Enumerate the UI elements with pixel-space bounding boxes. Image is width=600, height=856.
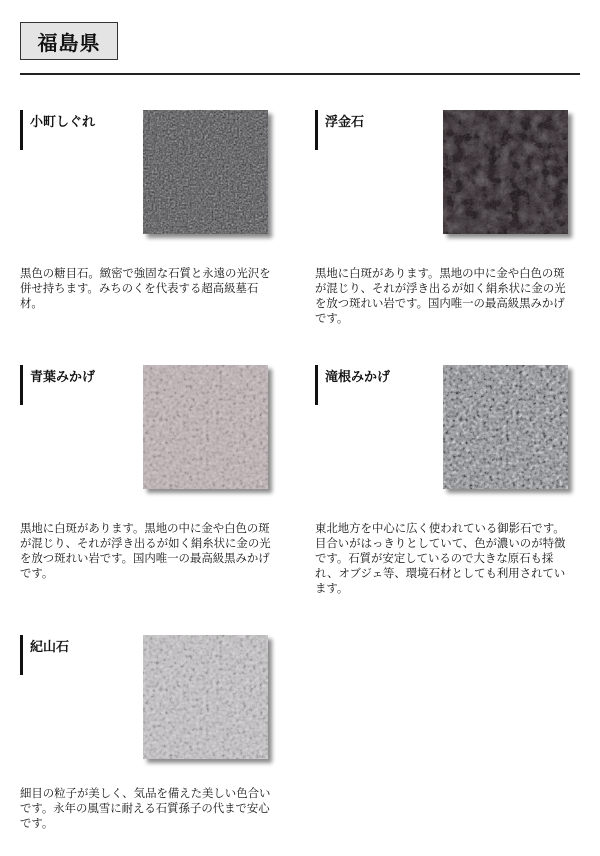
stone-description: 黒色の糖目石。緻密で強固な石質と永遠の光沢を併せ持ちます。みちのくを代表する超高級墓石材。 <box>20 266 271 310</box>
stone-description: 東北地方を中心に広く使われている御影石です。目合いがはっきりとしていて、色が濃いのが特徴です。石質が安定しているので大きな原石も採れ、オブジェ等、環境石材としても利用されています。 <box>315 521 566 595</box>
heading-accent-bar <box>20 365 23 405</box>
stone-card-takine-mikage <box>315 365 585 600</box>
stone-name: 滝根みかげ <box>325 370 391 385</box>
stone-sample-image <box>143 110 268 234</box>
page-title: 福島県 <box>37 30 101 55</box>
prefecture-title-box <box>20 22 118 60</box>
stone-sample-image <box>443 365 568 489</box>
stone-sample-image <box>443 110 568 234</box>
stone-description: 黒地に白斑があります。黒地の中に金や白色の斑が混じり、それが浮き出るが如く絹糸状に金の光を放つ斑れい岩です。国内唯一の最高級黒みかげです。 <box>20 521 271 580</box>
heading-accent-bar <box>315 110 318 150</box>
stone-sample-image <box>143 365 268 489</box>
header-divider <box>20 73 580 75</box>
stone-card-ukigane-ishi <box>315 110 585 325</box>
stone-card-aoba-mikage <box>20 365 290 585</box>
stone-card-komachi-shigure <box>20 110 290 325</box>
stone-name: 青葉みかげ <box>30 370 96 385</box>
stone-card-kizan-ishi <box>20 635 290 835</box>
stone-description: 黒地に白斑があります。黒地の中に金や白色の斑が混じり、それが浮き出るが如く絹糸状に金の光を放つ斑れい岩です。国内唯一の最高級黒みかげです。 <box>315 266 566 325</box>
stone-description: 細目の粒子が美しく、気品を備えた美しい色合いです。永年の風雪に耐える石質孫子の代まで安心です。 <box>20 786 271 830</box>
stone-name: 小町しぐれ <box>30 115 96 130</box>
heading-accent-bar <box>315 365 318 405</box>
stone-sample-image <box>143 635 268 759</box>
heading-accent-bar <box>20 635 23 675</box>
heading-accent-bar <box>20 110 23 150</box>
stone-name: 紀山石 <box>30 640 70 655</box>
stone-name: 浮金石 <box>325 115 365 130</box>
